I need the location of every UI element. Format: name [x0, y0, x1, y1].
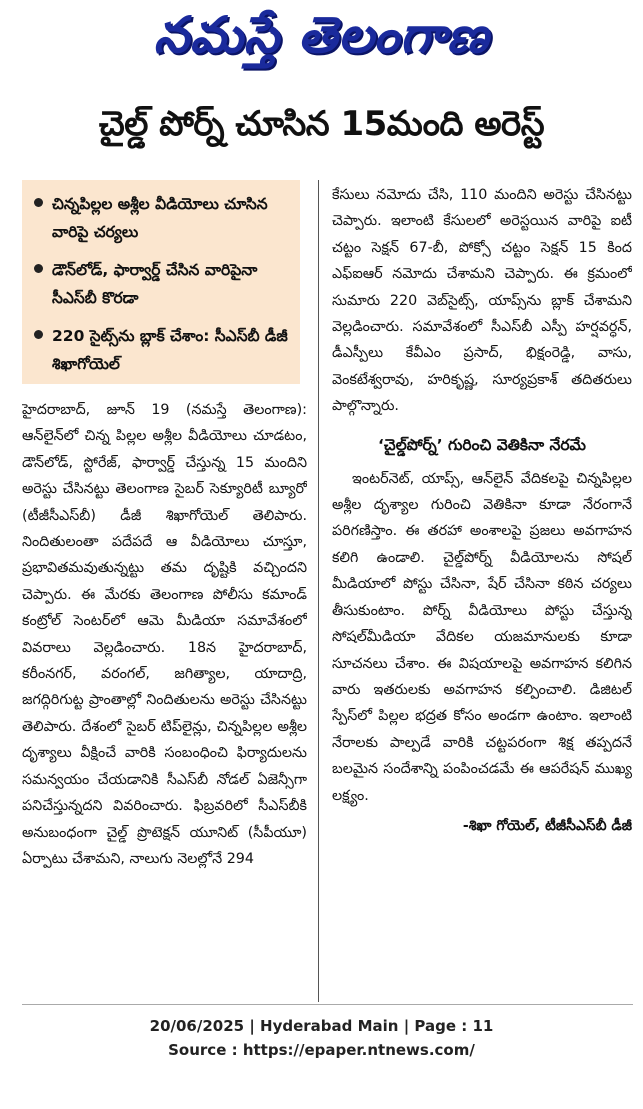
bullet-icon — [34, 330, 43, 339]
highlight-text: 220 సైట్స్‌ను బ్లాక్ చేశాం: సీఎస్‌బీ డీజీ శిఖాగోయెల్ — [52, 327, 288, 373]
masthead — [0, 0, 643, 78]
sub-heading: ‘చైల్డ్‌పోర్న్’ గురించి వెతికినా నేరమే — [378, 435, 586, 454]
footer — [0, 1014, 643, 1062]
bullet-icon — [34, 264, 43, 273]
highlights-box — [22, 180, 300, 384]
highlight-item — [32, 322, 294, 382]
highlight-item — [32, 190, 294, 250]
article-paragraph: హైదరాబాద్, జూన్ 19 (నమస్తే తెలంగాణ): ఆన్‌లైన్‌లో చిన్న పిల్లల అశ్లీల వీడియోలు చూడటం, డౌన్‌లోడ్, స్టోరేజ్, ఫార్వార్డ్ చేస్తున్న 15 మందిని అరెస్టు చేసినట్టు తెలంగాణ సైబర్ సెక్యూరిటీ బ్యూరో (టీజీసీఎస్‌బీ) డీజీ శిఖాగోయెల్ తెలిపారు. నిందితులంతా పదేపదే ఆ వీడియోలు చూస్తూ, ప్రభావితమవుతున్నట్టు తమ దృష్టికి వచ్చిందని చెప్పారు. ఈ మేరకు తెలంగాణ పోలీసు కమాండ్ కంట్రోల్ సెంటర్‌లో ఆమె మీడియా సమావేశంలో వివరాలు వెల్లడించారు. 18న హైదరాబాద్, కరీంనగర్, వరంగల్, జగిత్యాల, యాదాద్రి, జగద్గిరిగుట్ట ప్రాంతాల్లో నిందితులను అరెస్టు చేసినట్టు తెలిపారు. దేశంలో సైబర్ టిప్‌లైన్లు, చిన్నపిల్లల అశ్లీల దృశ్యాలు వీక్షించే వారికి సంబంధించి ఫిర్యాదులను సమన్వయం చేయడానికి సీఎస్‌బీ నోడల్ ఏజెన్సీగా పనిచేస్తున్నదని వివరించారు. ఫిబ్రవరిలో సీఎస్‌బీకి అనుబంధంగా చైల్డ్ ప్రొటెక్షన్ యూనిట్ (సీపీయూ) ఏర్పాటు చేశామని, నాలుగు నెలల్లోనే 294 — [22, 402, 307, 867]
highlight-text: డౌన్‌లోడ్, ఫార్వార్డ్ చేసిన వారిపైనా సీఎస్‌బీ కొరడా — [52, 261, 258, 307]
article-column-left — [22, 397, 307, 992]
edition-info: 20/06/2025 | Hyderabad Main | Page : 11 — [149, 1017, 494, 1035]
source-link[interactable]: Source : https://epaper.ntnews.com/ — [168, 1041, 475, 1059]
column-divider — [318, 180, 319, 1002]
bullet-icon — [34, 198, 43, 207]
author-signature: -శిఖా గోయెల్, టీజీసీఎస్‌బీ డీజీ — [462, 817, 632, 834]
headline: చైల్డ్ పోర్న్ చూసిన 15మంది అరెస్ట్ — [98, 104, 545, 144]
footer-divider — [22, 1004, 633, 1005]
article-column-right — [332, 182, 632, 992]
newspaper-logo: నమస్తే తెలంగాణ — [153, 6, 490, 64]
article-paragraph: కేసులు నమోదు చేసి, 110 మందిని అరెస్టు చేసినట్టు చెప్పారు. ఇలాంటి కేసులలో అరెస్టయిన వారిపై ఐటీ చట్టం సెక్షన్ 67-బీ, పోక్సో చట్టం సెక్షన్ 15 కింద ఎఫ్‌ఐఆర్ నమోదు చేశామని చెప్పారు. ఈ క్రమంలో సుమారు 220 వెబ్‌సైట్స్, యాప్స్‌ను బ్లాక్ చేశామని వెల్లడించారు. సమావేశంలో సీఎస్‌బీ ఎస్పీ హర్షవర్ధన్, డీఎస్పీలు కేవీఎం ప్రసాద్, భిక్షంరెడ్డి, వాసు, వెంకటేశ్వరావు, హరికృష్ణ, సూర్యప్రకాశ్ తదితరులు పాల్గొన్నారు. — [332, 187, 632, 415]
highlight-item — [32, 256, 294, 316]
highlight-text: చిన్నపిల్లల అశ్లీల వీడియోలు చూసిన వారిపై చర్యలు — [52, 195, 268, 241]
article-paragraph: ఇంటర్‌నెట్, యాప్స్, ఆన్‌లైన్ వేదికలపై చిన్నపిల్లల అశ్లీల దృశ్యాల గురించి వెతికినా కూడా నేరంగానే పరిగణిస్తాం. ఈ తరహా అంశాలపై ప్రజలు అవగాహన కలిగి ఉండాలి. చైల్డ్‌పోర్న్ వీడియోలను సోషల్ మీడియాలో పోస్టు చేసినా, షేర్ చేసినా కఠిన చర్యలు తీసుకుంటాం. పోర్న్ వీడియోలు పోస్టు చేస్తున్న సోషల్‌మీడియా వేదికల యజమానులకు కూడా సూచనలు చేశాం. ఈ విషయాలపై అవగాహన కలిగిన వారు ఇతరులకు అవగాహన కల్పించాలి. డిజిటల్ స్పేస్‌లో పిల్లల భద్రత కోసం అండగా ఉంటాం. ఇలాంటి నేరాలకు పాల్పడే వారికి చట్టపరంగా శిక్ష తప్పదనే బలమైన సందేశాన్ని పంపించడమే ఈ ఆపరేషన్ ముఖ్య లక్ష్యం. — [332, 470, 632, 804]
